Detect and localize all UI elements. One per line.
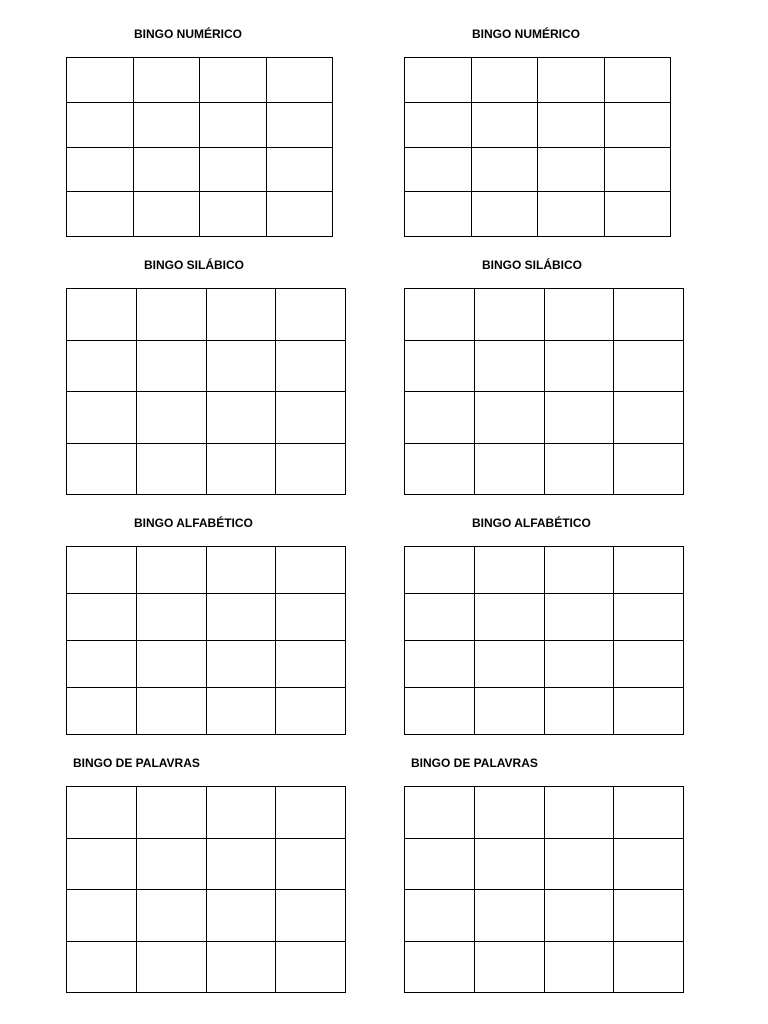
grid-row [405,192,671,237]
grid-cell [276,688,346,735]
grid-cell [206,594,276,641]
grid-cell [206,392,276,444]
grid-cell [471,58,538,103]
grid-row [405,594,684,641]
grid-cell [405,340,475,392]
bingo-grid-silabico-right [404,288,684,495]
grid-row [67,787,346,839]
card-title-silabico-left: BINGO SILÁBICO [144,258,245,272]
grid-cell [474,443,544,495]
grid-cell [544,443,614,495]
grid-cell [405,688,475,735]
card-title-numerico-left: BINGO NUMÉRICO [134,27,242,41]
grid-cell [67,289,137,341]
grid-cell [67,443,137,495]
grid-cell [206,340,276,392]
grid-cell [614,641,684,688]
grid-cell [474,787,544,839]
grid-cell [474,289,544,341]
grid-row [405,547,684,594]
grid-cell [67,547,137,594]
grid-cell [544,547,614,594]
grid-cell [405,547,475,594]
grid-cell [133,102,200,147]
grid-cell [538,58,605,103]
grid-cell [614,594,684,641]
grid-cell [471,102,538,147]
grid-cell [544,594,614,641]
grid-cell [276,594,346,641]
grid-row [405,147,671,192]
grid-cell [604,102,671,147]
grid-cell [544,289,614,341]
grid-cell [276,890,346,942]
grid-row [405,289,684,341]
card-title-numerico-right: BINGO NUMÉRICO [472,27,580,41]
grid-cell [474,890,544,942]
grid-row [67,594,346,641]
grid-cell [405,58,472,103]
grid-cell [136,641,206,688]
grid-cell [200,147,267,192]
grid-row [67,641,346,688]
grid-cell [67,58,134,103]
grid-cell [136,594,206,641]
grid-row [67,289,346,341]
grid-cell [405,392,475,444]
grid-cell [133,58,200,103]
grid-cell [136,787,206,839]
grid-cell [67,340,137,392]
bingo-grid-alfabetico-right [404,546,684,735]
grid-cell [136,289,206,341]
grid-cell [474,594,544,641]
grid-cell [614,547,684,594]
grid-cell [276,838,346,890]
bingo-grid-palavras-left [66,786,346,993]
grid-cell [614,890,684,942]
grid-row [405,688,684,735]
grid-cell [474,547,544,594]
bingo-grid-silabico-left [66,288,346,495]
grid-row [405,838,684,890]
grid-cell [405,890,475,942]
grid-cell [405,641,475,688]
grid-cell [538,102,605,147]
grid-cell [405,443,475,495]
grid-row [67,102,333,147]
grid-cell [538,192,605,237]
grid-cell [266,147,333,192]
grid-row [67,688,346,735]
grid-cell [474,641,544,688]
grid-cell [544,340,614,392]
grid-cell [276,340,346,392]
grid-cell [544,392,614,444]
grid-cell [136,547,206,594]
grid-cell [206,641,276,688]
grid-cell [136,392,206,444]
bingo-grid-palavras-right [404,786,684,993]
grid-cell [544,941,614,993]
bingo-grid-numerico-right [404,57,671,237]
grid-cell [200,192,267,237]
grid-cell [604,192,671,237]
grid-cell [206,838,276,890]
grid-row [67,941,346,993]
grid-cell [67,147,134,192]
grid-cell [276,443,346,495]
grid-cell [136,941,206,993]
grid-cell [276,392,346,444]
grid-cell [276,941,346,993]
grid-cell [405,147,472,192]
grid-cell [200,58,267,103]
grid-cell [474,688,544,735]
grid-cell [136,838,206,890]
card-title-silabico-right: BINGO SILÁBICO [482,258,583,272]
grid-cell [474,392,544,444]
grid-row [67,838,346,890]
grid-cell [544,890,614,942]
grid-cell [405,787,475,839]
grid-cell [133,147,200,192]
card-title-palavras-left: BINGO DE PALAVRAS [73,756,200,770]
grid-cell [276,787,346,839]
grid-cell [614,392,684,444]
grid-cell [614,289,684,341]
grid-cell [67,594,137,641]
grid-cell [206,289,276,341]
grid-row [67,547,346,594]
grid-cell [136,890,206,942]
grid-cell [614,838,684,890]
grid-cell [614,688,684,735]
grid-cell [544,641,614,688]
grid-cell [67,192,134,237]
grid-row [405,392,684,444]
grid-cell [614,340,684,392]
grid-cell [206,941,276,993]
grid-cell [474,340,544,392]
grid-cell [266,192,333,237]
grid-cell [136,443,206,495]
grid-cell [276,641,346,688]
grid-row [405,102,671,147]
grid-cell [405,941,475,993]
grid-cell [614,443,684,495]
grid-cell [206,547,276,594]
grid-cell [67,941,137,993]
grid-cell [544,787,614,839]
grid-cell [276,289,346,341]
grid-cell [136,340,206,392]
card-title-alfabetico-left: BINGO ALFABÉTICO [134,516,253,530]
grid-row [405,890,684,942]
grid-cell [67,890,137,942]
grid-cell [206,890,276,942]
bingo-grid-alfabetico-left [66,546,346,735]
grid-cell [136,688,206,735]
grid-cell [544,838,614,890]
grid-cell [266,102,333,147]
grid-row [405,58,671,103]
grid-cell [614,941,684,993]
card-title-alfabetico-right: BINGO ALFABÉTICO [472,516,591,530]
grid-cell [405,102,472,147]
grid-cell [604,147,671,192]
grid-cell [474,941,544,993]
grid-row [405,443,684,495]
grid-cell [471,192,538,237]
grid-cell [206,787,276,839]
grid-cell [67,787,137,839]
grid-row [405,941,684,993]
grid-row [67,890,346,942]
grid-cell [405,594,475,641]
card-title-palavras-right: BINGO DE PALAVRAS [411,756,538,770]
grid-cell [604,58,671,103]
grid-row [67,147,333,192]
grid-cell [200,102,267,147]
grid-cell [474,838,544,890]
grid-cell [276,547,346,594]
grid-cell [67,102,134,147]
grid-row [67,340,346,392]
grid-cell [471,147,538,192]
grid-row [67,58,333,103]
grid-row [405,641,684,688]
grid-cell [67,641,137,688]
grid-cell [405,838,475,890]
grid-cell [67,838,137,890]
grid-cell [266,58,333,103]
grid-cell [67,688,137,735]
grid-cell [544,688,614,735]
grid-cell [614,787,684,839]
grid-row [405,340,684,392]
grid-cell [206,443,276,495]
grid-row [405,787,684,839]
grid-row [67,392,346,444]
grid-cell [538,147,605,192]
grid-cell [405,289,475,341]
grid-row [67,443,346,495]
bingo-grid-numerico-left [66,57,333,237]
grid-cell [133,192,200,237]
grid-cell [67,392,137,444]
grid-cell [405,192,472,237]
grid-cell [206,688,276,735]
grid-row [67,192,333,237]
